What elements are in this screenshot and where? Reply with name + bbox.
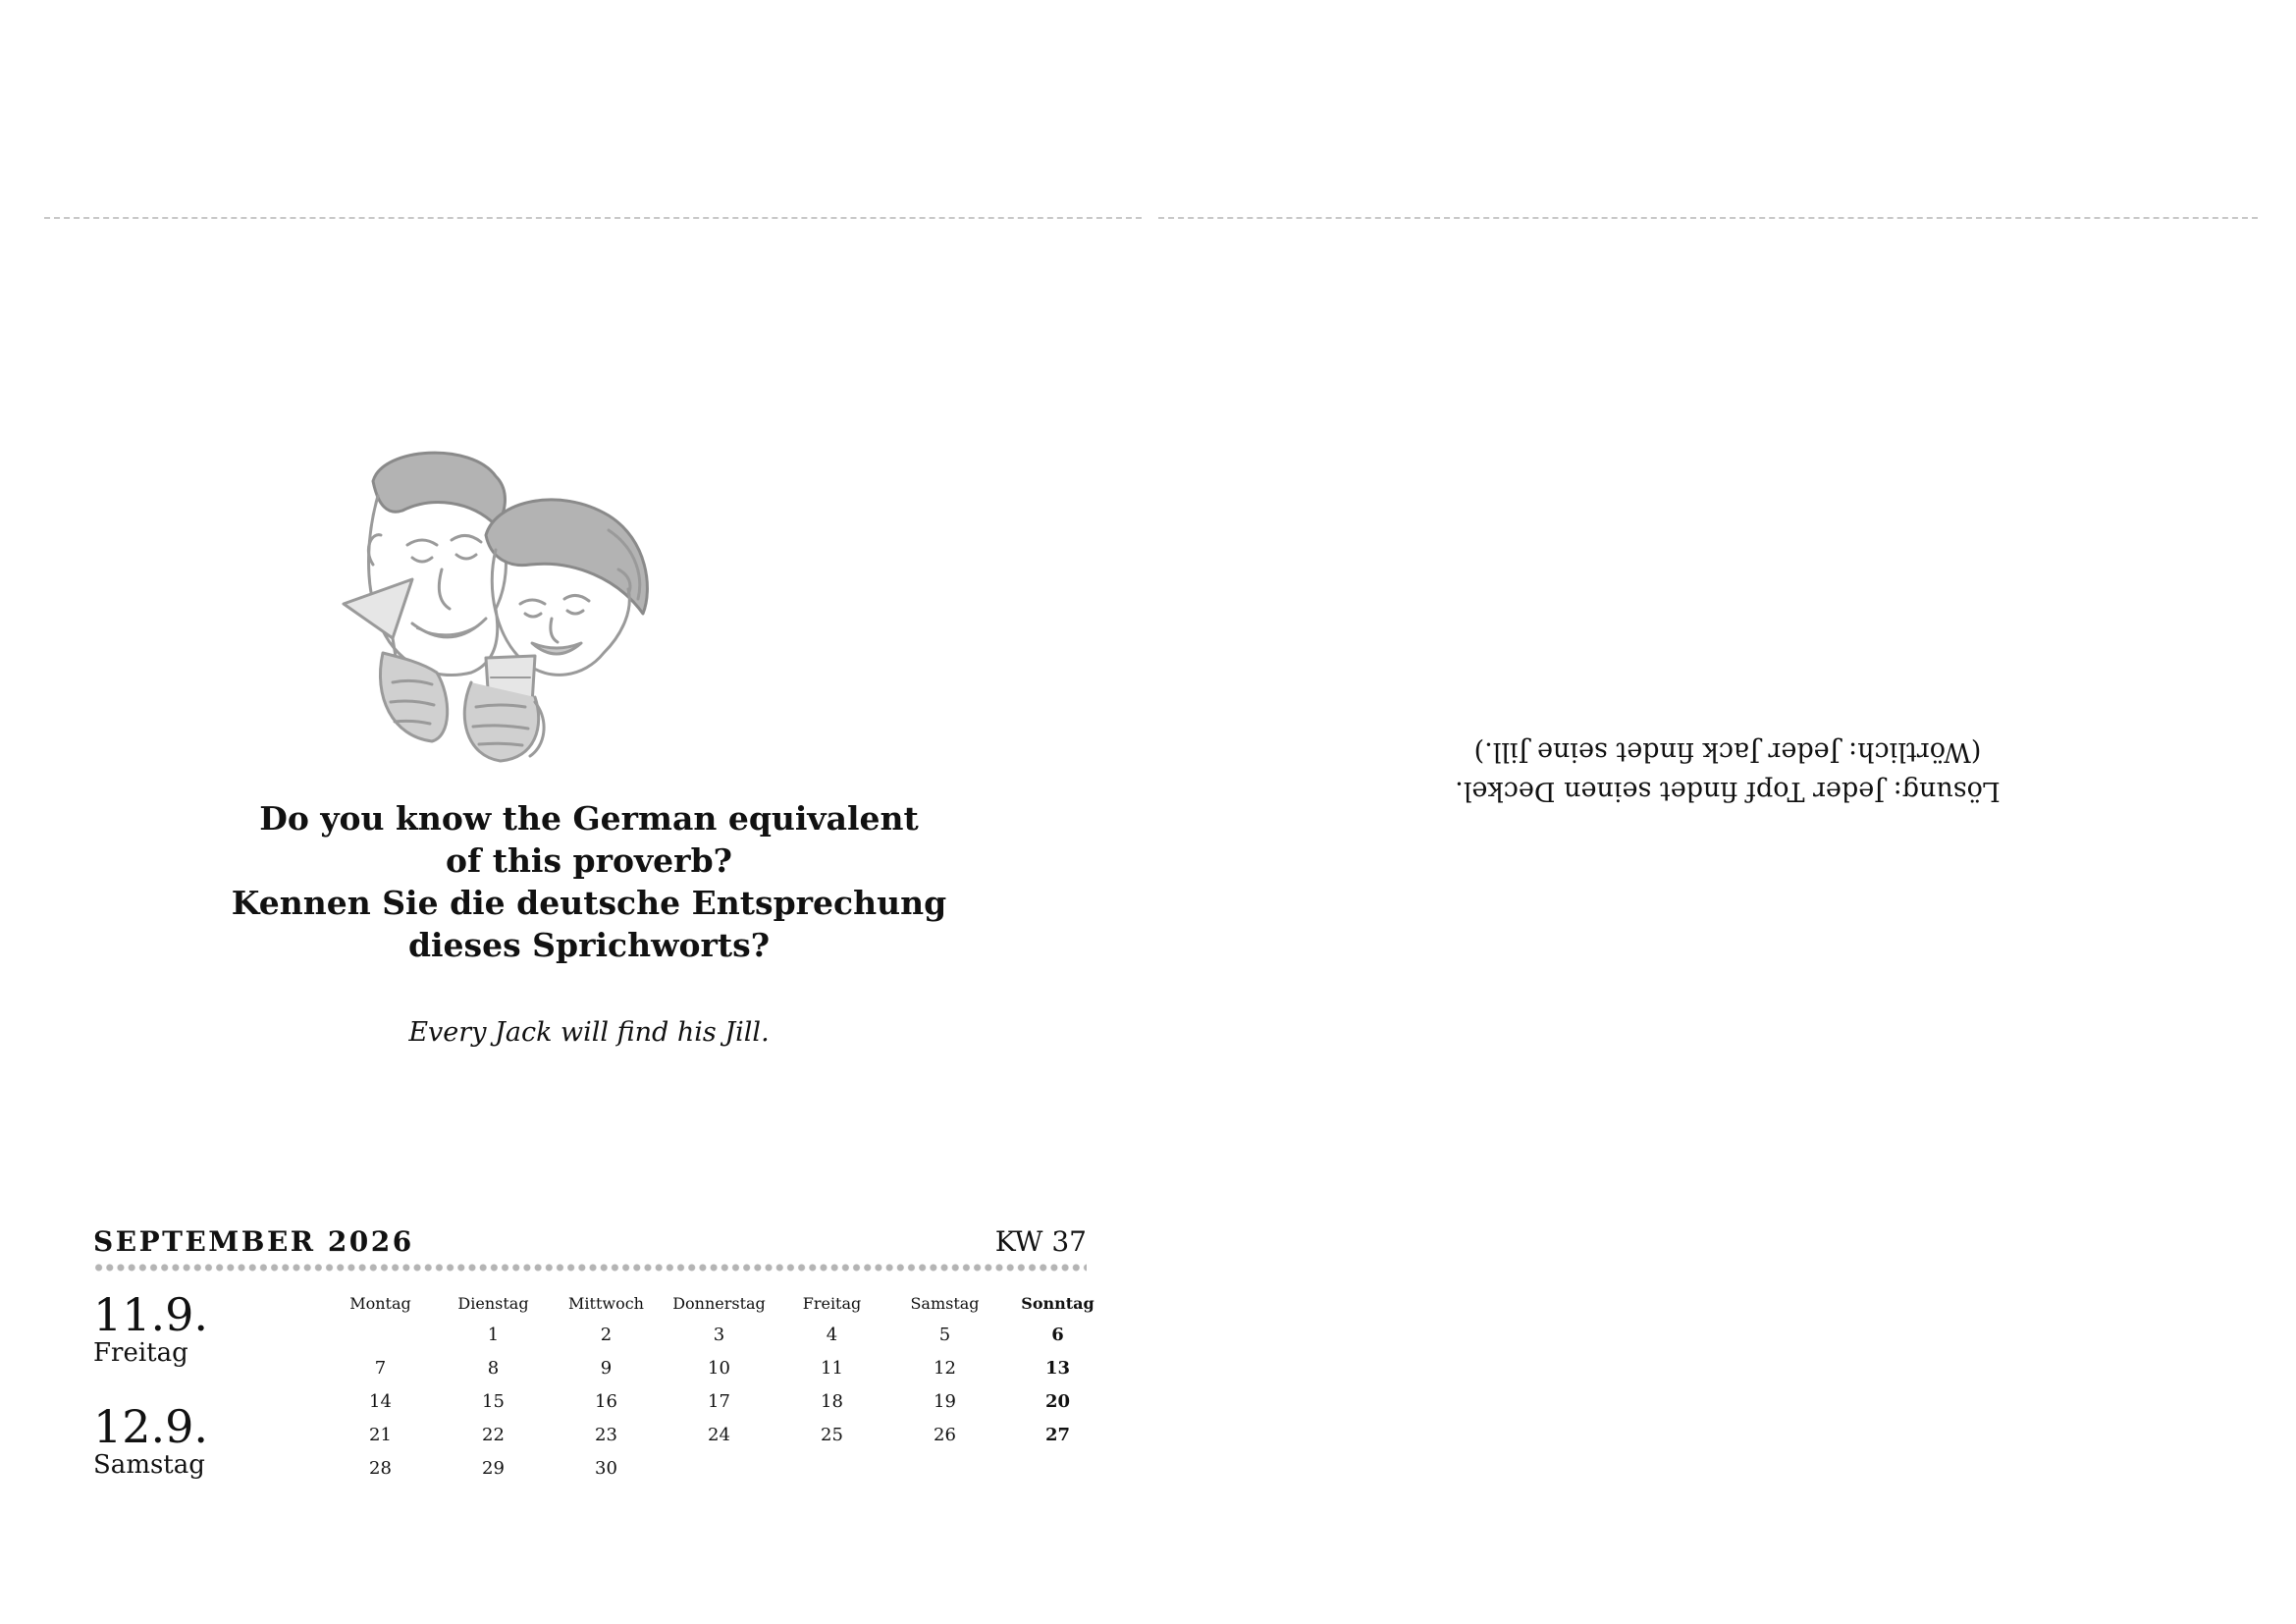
calendar-day: 16 bbox=[595, 1390, 617, 1412]
calendar-week-row bbox=[324, 1351, 1114, 1384]
calendar-week: KW 37 bbox=[994, 1225, 1087, 1258]
calendar-day: 22 bbox=[482, 1424, 505, 1445]
calendar-day: 5 bbox=[938, 1324, 951, 1345]
day-entry bbox=[93, 1290, 208, 1367]
calendar-day-sunday: 20 bbox=[1044, 1390, 1071, 1412]
weekday-header: Donnerstag bbox=[672, 1293, 766, 1313]
calendar-day-sunday: 6 bbox=[1051, 1324, 1064, 1345]
weekday-header-sunday: Sonntag bbox=[1021, 1293, 1095, 1313]
calendar-day: 21 bbox=[369, 1424, 392, 1445]
calendar-day bbox=[775, 1451, 888, 1485]
day-weekday: Samstag bbox=[93, 1450, 205, 1480]
month-title: SEPTEMBER 2026 bbox=[93, 1225, 414, 1258]
calendar-day: 10 bbox=[708, 1357, 730, 1379]
weekday-header: Freitag bbox=[802, 1293, 862, 1313]
calendar-day bbox=[888, 1451, 1001, 1485]
calendar-day: 1 bbox=[487, 1324, 500, 1345]
english-proverb: Every Jack will find his Jill. bbox=[408, 1017, 770, 1048]
question-line: Do you know the German equivalent bbox=[259, 799, 919, 838]
question-line: of this proverb? bbox=[446, 841, 732, 880]
calendar-day: 28 bbox=[369, 1457, 392, 1479]
dotted-divider bbox=[93, 1261, 1087, 1274]
couple-toast-illustration bbox=[324, 442, 677, 776]
calendar-week-row bbox=[324, 1451, 1114, 1485]
calendar-day-sunday bbox=[1001, 1451, 1114, 1485]
calendar-day: 2 bbox=[600, 1324, 613, 1345]
calendar-day: 23 bbox=[595, 1424, 617, 1445]
question-line: Kennen Sie die deutsche Entsprechung bbox=[231, 884, 947, 922]
weekday-header: Montag bbox=[349, 1293, 411, 1313]
calendar-day: 12 bbox=[934, 1357, 956, 1379]
calendar-day bbox=[663, 1451, 775, 1485]
calendar-day-sunday: 27 bbox=[1044, 1424, 1071, 1445]
weekday-header: Mittwoch bbox=[568, 1293, 644, 1313]
day-entry bbox=[93, 1402, 208, 1479]
calendar-week-row bbox=[324, 1384, 1114, 1418]
calendar-day: 7 bbox=[374, 1357, 387, 1379]
cut-line-right bbox=[1158, 217, 2258, 219]
weekday-header: Samstag bbox=[910, 1293, 980, 1313]
calendar-day-sunday: 13 bbox=[1044, 1357, 1071, 1379]
solution-line: Lösung: Jeder Topf findet seinen Deckel. bbox=[1455, 776, 2001, 806]
calendar-day: 18 bbox=[821, 1390, 843, 1412]
cut-line-left bbox=[44, 217, 1142, 219]
calendar-day: 3 bbox=[713, 1324, 725, 1345]
calendar-week-row bbox=[324, 1318, 1114, 1351]
solution-line: (Wörtlich: Jeder Jack findet seine Jill.) bbox=[1473, 736, 1982, 767]
calendar-day: 30 bbox=[595, 1457, 617, 1479]
calendar-day: 24 bbox=[708, 1424, 730, 1445]
calendar-day: 26 bbox=[934, 1424, 956, 1445]
calendar-day: 29 bbox=[482, 1457, 505, 1479]
calendar-day: 4 bbox=[826, 1324, 838, 1345]
question-line: dieses Sprichworts? bbox=[407, 926, 771, 964]
day-weekday: Freitag bbox=[93, 1338, 188, 1368]
calendar-day: 14 bbox=[369, 1390, 392, 1412]
calendar-day: 8 bbox=[487, 1357, 500, 1379]
calendar-day: 25 bbox=[821, 1424, 843, 1445]
day-date: 12.9. bbox=[93, 1400, 209, 1453]
weekday-header-row bbox=[324, 1288, 1114, 1318]
calendar-day: 11 bbox=[821, 1357, 843, 1379]
weekday-header: Dienstag bbox=[457, 1293, 529, 1313]
upside-down-solution bbox=[1355, 731, 2101, 810]
calendar-day bbox=[324, 1318, 437, 1351]
calendar-day: 19 bbox=[934, 1390, 956, 1412]
day-date: 11.9. bbox=[93, 1288, 209, 1341]
proverb-question bbox=[157, 797, 1021, 966]
calendar-day: 9 bbox=[600, 1357, 613, 1379]
calendar-week-row bbox=[324, 1418, 1114, 1451]
calendar-day: 15 bbox=[482, 1390, 505, 1412]
calendar-day: 17 bbox=[708, 1390, 730, 1412]
month-calendar bbox=[324, 1288, 1114, 1485]
